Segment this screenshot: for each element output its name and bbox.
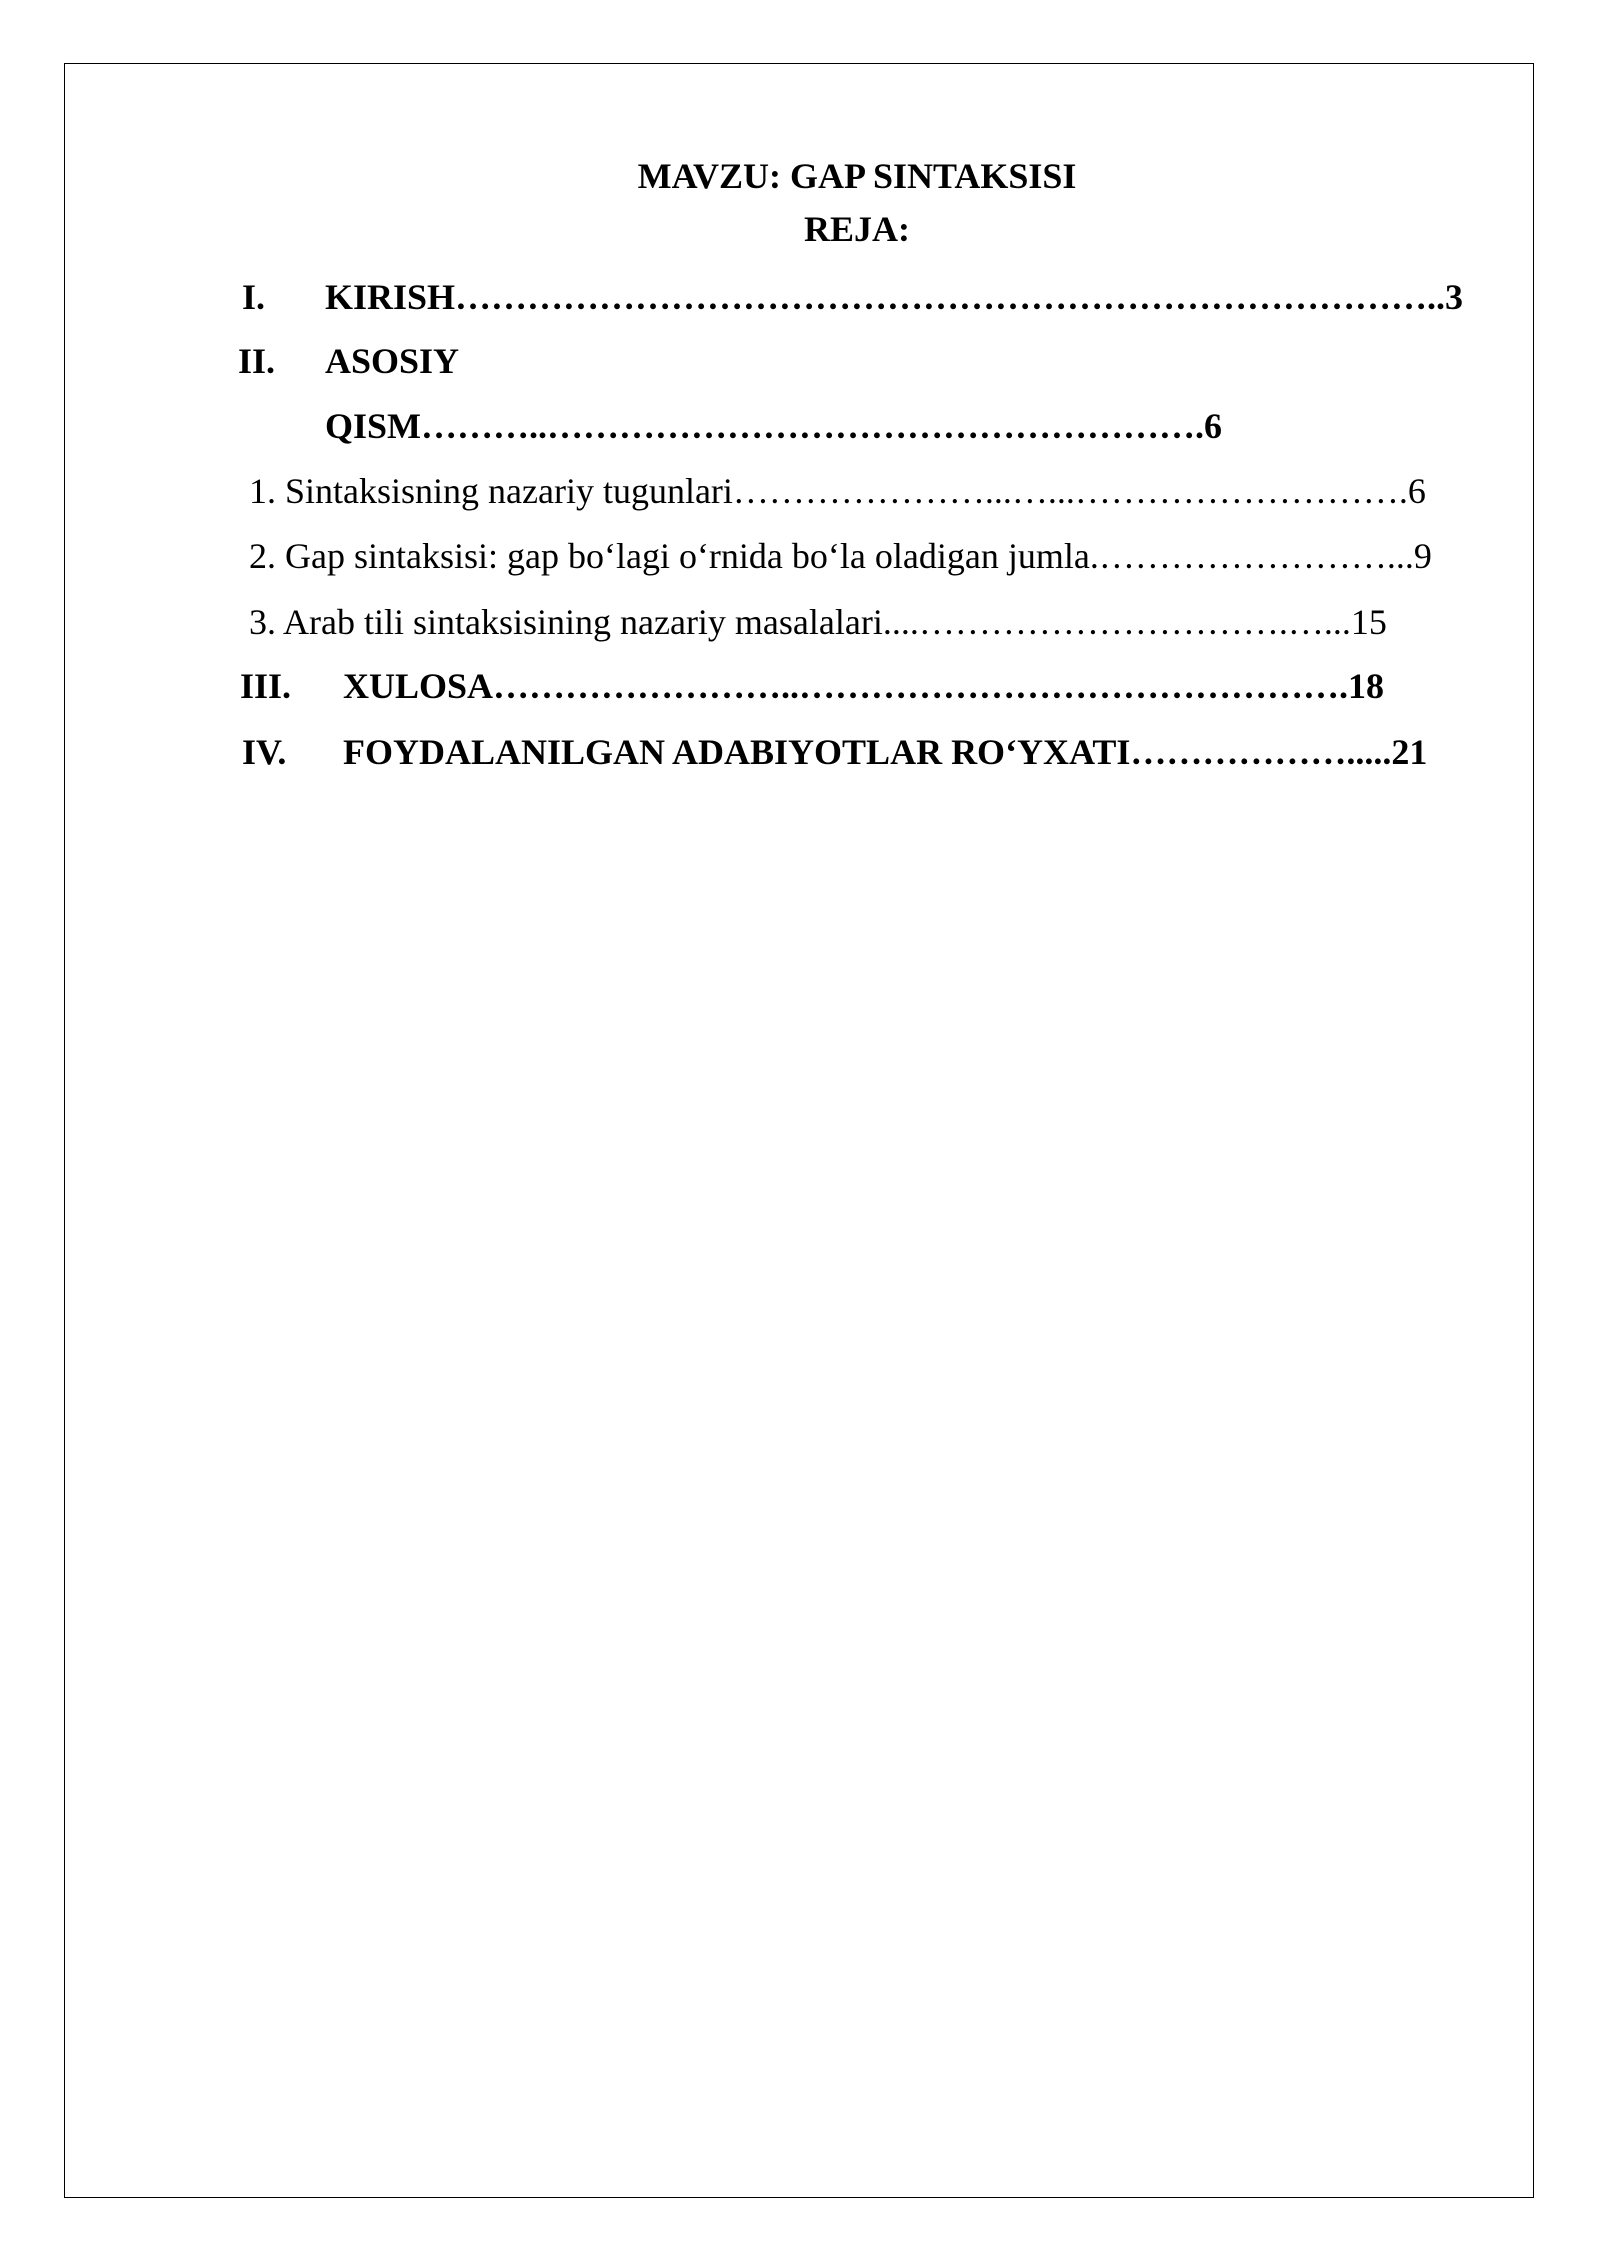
toc-item-adabiyotlar: FOYDALANILGAN ADABIYOTLAR RO‘YXATI……………….....21 [343,732,1428,772]
toc-subitem-2: 2. Gap sintaksisi: gap bo‘lagi o‘rnida bo‘la oladigan jumla.……………………...9 [249,536,1432,576]
toc-subitem-3: 3. Arab tili sintaksisining nazariy masalalari....………………………….…...15 [249,602,1387,642]
toc-numeral-2: II. [238,341,276,381]
toc-numeral-3: III. [240,666,292,706]
toc-item-kirish: KIRISH………………………………………………………………………..3 [325,277,1464,317]
toc-item-xulosa: XULOSA……………………..……………………………………….18 [343,666,1385,706]
page-border [64,63,1534,2198]
toc-item-asosiy: ASOSIY [325,341,460,381]
toc-numeral-4: IV. [242,732,287,772]
toc-numeral-1: I. [242,277,266,317]
toc-item-qism: QISM………..……………………………………………….6 [325,406,1223,446]
document-subtitle: REJA: [804,209,910,249]
toc-subitem-1: 1. Sintaksisning nazariy tugunlari…………………...…...……………………….6 [249,471,1426,511]
document-title: MAVZU: GAP SINTAKSISI [637,156,1077,196]
